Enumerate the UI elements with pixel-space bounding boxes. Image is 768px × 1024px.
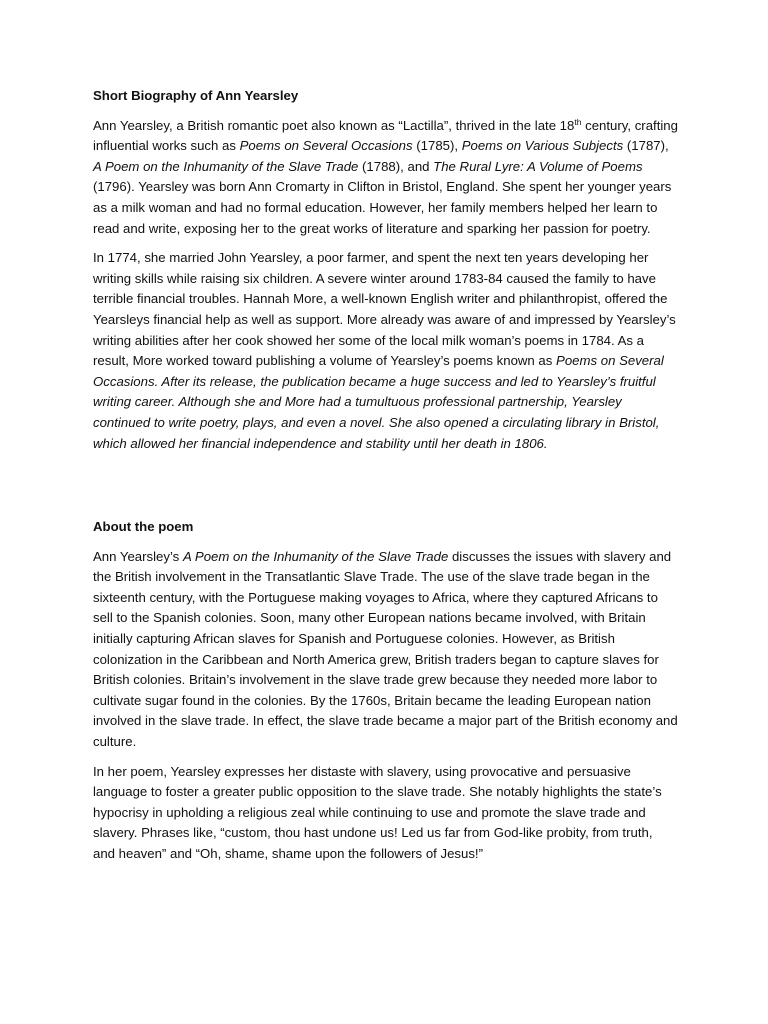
about-p1-text-2: discusses the issues with slavery and the British involvement in the Transatlantic Slave Trade. The use of the slave trade began in the sixteenth century, with the Portuguese making voyages to Africa, where they captured Africans to sell to the Spanish colonies. Soon, many other European nations became involved, with Britain initially capturing African slaves for Spanish and Portuguese colonies. However, as British colonization in the Caribbean and North America grew, British traders began to capture slaves for British colonies. Britain’s involvement in the slave trade grew because they needed more labor to cultivate sugar found in the colonies. By the 1760s, Britain became the leading European nation involved in the slave trade. In effect, the slave trade became a major part of the British economy and culture. <box>93 548 678 750</box>
about-heading: About the poem <box>93 519 194 535</box>
bio-p1-text-5: (1788), and <box>358 158 434 174</box>
bio-p2-text-1: In 1774, she married John Yearsley, a poor farmer, and spent the next ten years developing her writing skills while raising six children. A severe winter around 1783-84 caused the family to have terrible financial troubles. Hannah More, a well-known English writer and philanthropist, offered the Yearsleys financial help as well as support. More already was aware of and impressed by Yearsley’s writing abilities after her cook showed her some of the local milk woman’s poems in 1784. As a result, More worked toward publishing a volume of Yearsley’s poems known as <box>93 250 676 369</box>
bio-paragraph-2 <box>93 248 678 454</box>
bio-p1-text-6: (1796). Yearsley was born Ann Cromarty in Clifton in Bristol, England. She spent her younger years as a milk woman and had no formal education. However, her family members helped her learn to read and write, exposing her to the great works of literature and sparking her passion for poetry. <box>93 179 672 236</box>
bio-p1-text-3: (1785), <box>412 138 462 154</box>
bio-p2-italic-text: Poems on Several Occasions. After its release, the publication became a huge success and led to Yearsley’s fruitful writing career. Although she and More had a tumultuous professional partnership, Yearsley continued to write poetry, plays, and even a novel. She also opened a circulating library in Bristol, which allowed her financial independence and stability until her death in 1806. <box>93 353 664 451</box>
bio-p1-superscript: th <box>574 116 582 127</box>
about-paragraph-2: In her poem, Yearsley expresses her distaste with slavery, using provocative and persuasive language to foster a greater public opposition to the slave trade. She notably highlights the state’s hypocrisy in upholding a religious zeal while continuing to use and promote the slave trade and slavery. Phrases like, “custom, thou hast undone us! Led us far from God-like probity, from truth, and heaven” and “Oh, shame, shame upon the followers of Jesus!” <box>93 763 662 861</box>
bio-paragraph-1 <box>93 116 678 240</box>
bio-p1-title-poems-several-occasions: Poems on Several Occasions <box>239 138 413 154</box>
about-p1-title-inhumanity-slave-trade: A Poem on the Inhumanity of the Slave Trade <box>182 548 449 564</box>
bio-p1-text-2: century, crafting influential works such as <box>93 117 678 154</box>
bio-p1-title-rural-lyre: The Rural Lyre: A Volume of Poems <box>433 158 643 174</box>
bio-p1-text-1: Ann Yearsley, a British romantic poet also known as “Lactilla”, thrived in the late 18 <box>93 117 575 133</box>
about-paragraph-1 <box>93 547 678 753</box>
bio-p1-title-inhumanity-slave-trade: A Poem on the Inhumanity of the Slave Trade <box>93 158 359 174</box>
bio-p1-title-poems-various-subjects: Poems on Various Subjects <box>461 138 624 154</box>
section-spacer <box>93 463 678 517</box>
bio-p1-text-4: (1787), <box>623 138 669 154</box>
about-p1-text-1: Ann Yearsley’s <box>93 548 183 564</box>
document-page <box>93 86 678 874</box>
bio-heading: Short Biography of Ann Yearsley <box>93 88 299 103</box>
